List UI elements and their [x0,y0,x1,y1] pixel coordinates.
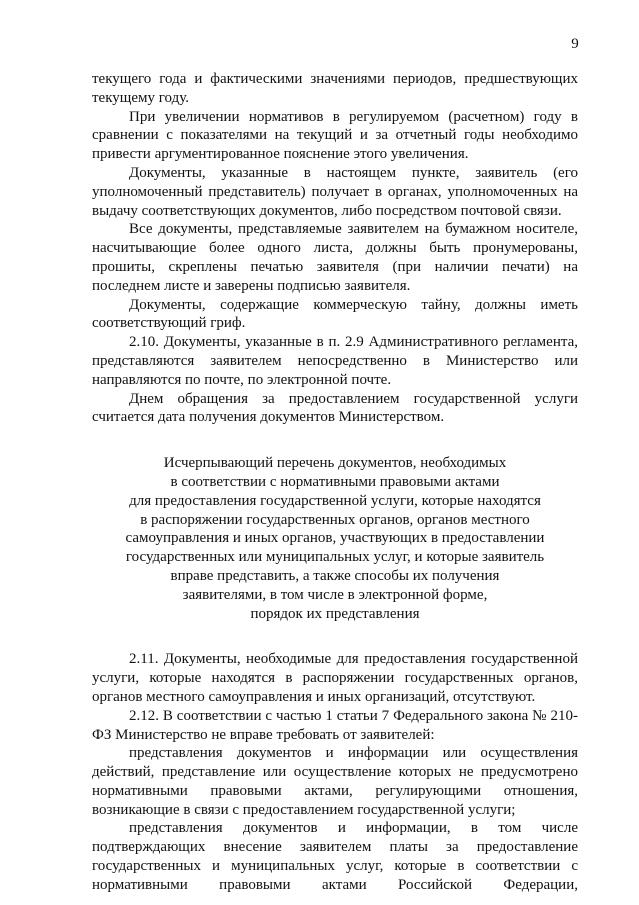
paragraph: Все документы, представляемые заявителем на бумажном носителе, насчитывающие более одного листа, должны быть пронумерованы, прошиты, скреплены печатью заявителя (при наличии печати) на последнем листе и заверены подписью заявителя. [92,221,578,294]
heading-line: государственных или муниципальных услуг, и которые заявитель [125,549,545,566]
heading-line: самоуправления и иных органов, участвующих в предоставлении [125,530,545,547]
heading-line: порядок их представления [250,605,420,622]
section-heading [92,454,578,623]
paragraph: текущего года и фактическими значениями периодов, предшествующих текущему году. [92,71,578,106]
document-body [92,70,578,895]
paragraph: 2.12. В соответствии с частью 1 статьи 7 Федерального закона № 210-ФЗ Министерство не вправе требовать от заявителей: [92,707,578,743]
paragraph: Днем обращения за предоставлением государственной услуги считается дата получения документов Министерством. [92,390,578,426]
heading-line: в соответствии с нормативными правовыми актами [170,473,500,490]
paragraph: При увеличении нормативов в регулируемом (расчетном) году в сравнении с показателями на текущий и за отчетный годы необходимо привести аргументированное пояснение этого увеличения. [92,108,578,163]
heading-line: для предоставления государственной услуги, которые находятся [129,492,541,509]
heading-line: в распоряжении государственных органов, органов местного [140,511,530,528]
paragraph: Документы, содержащие коммерческую тайну, должны иметь соответствующий гриф. [92,296,578,332]
paragraph: 2.11. Документы, необходимые для предоставления государственной услуги, которые находятся в распоряжении государственных органов, органов местного самоуправления и иных организаций, отсутствуют. [92,651,578,705]
heading-line: Исчерпывающий перечень документов, необходимых [163,455,507,472]
paragraph: представления документов и информации или осуществления действий, представление или осуществление которых не предусмотрено нормативными правовыми актами, регулирующими отношения, возникающие в связи с предоставлением государственной услуги; [92,745,578,818]
paragraph: Документы, указанные в настоящем пункте, заявитель (его уполномоченный представитель) получает в органах, уполномоченных на выдачу соответствующих документов, либо посредством почтовой связи. [92,164,578,219]
heading-line: заявителями, в том числе в электронной форме, [182,586,488,603]
heading-line: вправе представить, а также способы их получения [170,567,500,584]
page-number: 9 [571,36,579,52]
paragraph: представления документов и информации, в том числе подтверждающих внесение заявителем платы за предоставление государственных и муниципальных услуг, которые в соответствии с нормативными правовыми актами Российской Федерации, [92,820,578,893]
paragraph: 2.10. Документы, указанные в п. 2.9 Административного регламента, представляются заявителем непосредственно в Министерство или направляются по почте, по электронной почте. [92,334,578,388]
